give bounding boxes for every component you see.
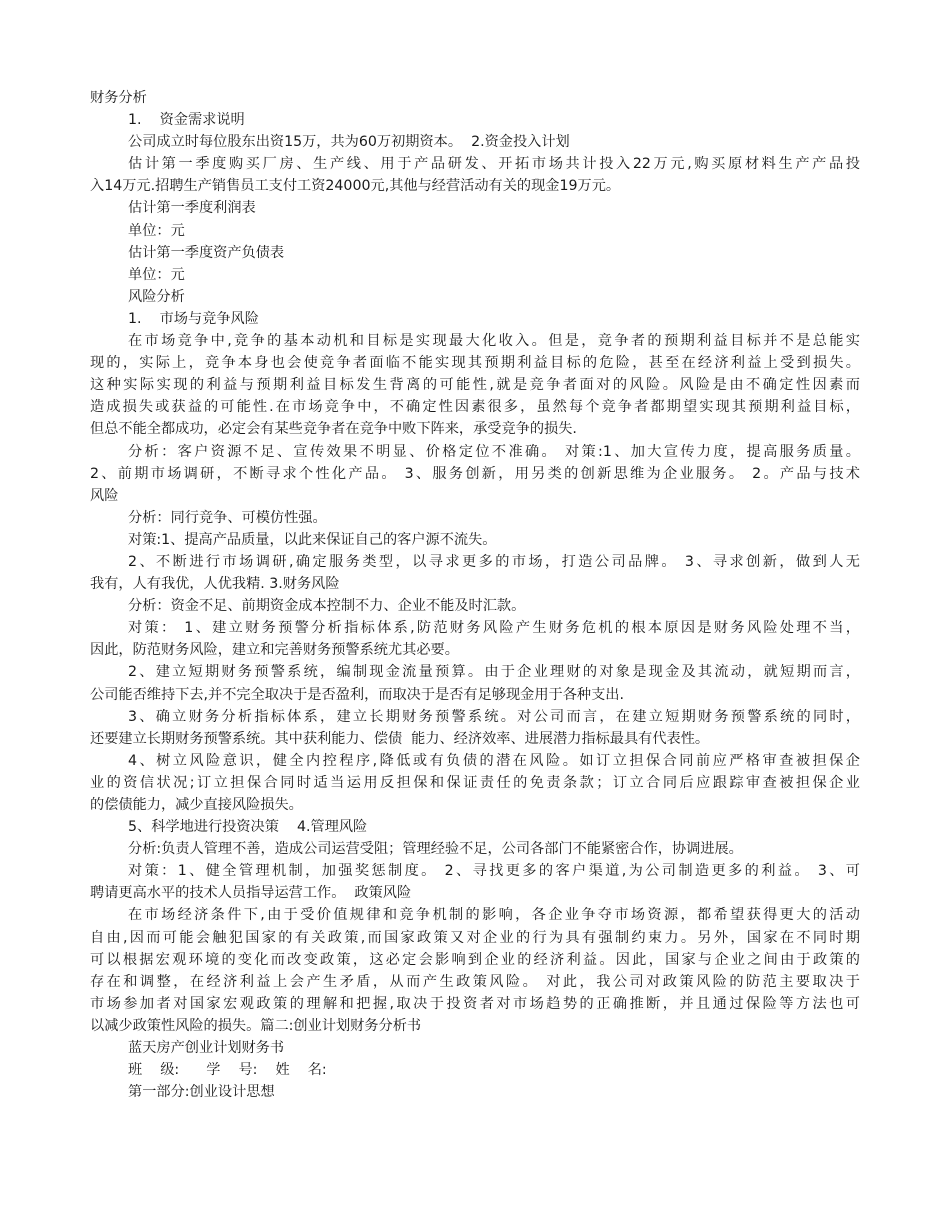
paragraph-line: 2、不断进行市场调研,确定服务类型，以寻求更多的市场，打造公司品牌。 3、寻求创新，做到人无 bbox=[128, 553, 860, 570]
paragraph-line: 2、前期市场调研，不断寻求个性化产品。 3、服务创新，用另类的创新思维为企业服务。 2。产品与技术 bbox=[90, 465, 860, 482]
paragraph-line: 5、科学地进行投资决策 4.管理风险 bbox=[128, 819, 368, 836]
paragraph-line: 自由,因而可能会触犯国家的有关政策,而国家政策又对企业的行为具有强制约束力。另外，国家在不同时期 bbox=[90, 929, 860, 946]
paragraph-line: 我有，人有我优，人优我精. 3.财务风险 bbox=[90, 576, 340, 593]
paragraph-line: 还要建立长期财务预警系统。其中获利能力、偿债 能力、经济效率、进展潜力指标最具有代表性。 bbox=[90, 730, 710, 747]
subsection-heading: 1. 资金需求说明 bbox=[128, 112, 245, 129]
section-heading: 财务分析 bbox=[90, 90, 147, 106]
paragraph-line: 分析：资金不足、前期资金成本控制不力、企业不能及时汇款。 bbox=[128, 598, 526, 615]
paragraph-line: 在市场经济条件下,由于受价值规律和竞争机制的影响，各企业争夺市场资源，都希望获得更大的活动 bbox=[128, 907, 860, 924]
document-subtitle: 蓝天房产创业计划财务书 bbox=[128, 1040, 285, 1057]
paragraph-line: 以减少政策性风险的损失。篇二:创业计划财务分析书 bbox=[90, 1017, 422, 1034]
table-caption: 估计第一季度资产负债表 bbox=[128, 244, 285, 261]
paragraph-line: 现的，实际上，竞争本身也会使竞争者面临不能实现其预期利益目标的危险，甚至在经济利益上受到损失。 bbox=[90, 355, 860, 372]
paragraph-line: 对策：1、健全管理机制，加强奖惩制度。 2、寻找更多的客户渠道,为公司制造更多的利益。 3、可 bbox=[128, 863, 860, 880]
paragraph-line: 分析：客户资源不足、宣传效果不明显、价格定位不准确。 对策:1、加大宣传力度，提高服务质量。 bbox=[128, 443, 860, 460]
paragraph-line: 但总不能全都成功，必定会有某些竞争者在竞争中败下阵来，承受竞争的损失. bbox=[90, 421, 577, 438]
paragraph-line: 对策:1、提高产品质量，以此来保证自己的客户源不流失。 bbox=[128, 531, 497, 548]
paragraph-line: 分析：同行竞争、可模仿性强。 bbox=[128, 509, 327, 526]
paragraph-line: 在市场竞争中,竞争的基本动机和目标是实现最大化收入。但是，竞争者的预期利益目标并不是总能实 bbox=[128, 333, 860, 350]
paragraph-line: 造成损失或获益的可能性.在市场竞争中，不确定性因素很多，虽然每个竞争者都期望实现其预期利益目标， bbox=[90, 399, 860, 416]
paragraph-line: 公司成立时每位股东出资15万，共为60万初期资本。 2.资金投入计划 bbox=[128, 134, 570, 151]
paragraph-line: 3、确立财务分析指标体系，建立长期财务预警系统。对公司而言，在建立短期财务预警系统的同时， bbox=[128, 708, 860, 725]
document-body bbox=[90, 87, 860, 1103]
paragraph-line: 4、树立风险意识，健全内控程序,降低或有负债的潜在风险。如订立担保合同前应严格审查被担保企 bbox=[128, 752, 860, 769]
paragraph-line: 2、建立短期财务预警系统，编制现金流量预算。由于企业理财的对象是现金及其流动，就短期而言， bbox=[128, 664, 860, 681]
paragraph-line: 对策： 1、建立财务预警分析指标体系,防范财务风险产生财务危机的根本原因是财务风险处理不当， bbox=[128, 620, 860, 637]
section-heading: 风险分析 bbox=[128, 288, 185, 305]
paragraph-line: 业的资信状况;订立担保合同时适当运用反担保和保证责任的免责条款；订立合同后应跟踪审查被担保企业 bbox=[90, 774, 860, 791]
paragraph-line: 这种实际实现的利益与预期利益目标发生背离的可能性,就是竞争者面对的风险。风险是由不确定性因素而 bbox=[90, 377, 860, 394]
paragraph-line: 存在和调整，在经济利益上会产生矛盾，从而产生政策风险。 对此，我公司对政策风险的防范主要取决于 bbox=[90, 973, 860, 990]
section-heading: 第一部分:创业设计思想 bbox=[128, 1084, 275, 1101]
student-info-line: 班 级: 学 号: 姓 名: bbox=[128, 1062, 327, 1079]
paragraph-line: 估计第一季度购买厂房、生产线、用于产品研发、开拓市场共计投入22万元,购买原材料生产产品投 bbox=[128, 156, 860, 173]
paragraph-line: 可以根据宏观环境的变化而改变政策，这必定会影响到企业的经济利益。因此，国家与企业之间由于政策的 bbox=[90, 951, 860, 968]
paragraph-line: 聘请更高水平的技术人员指导运营工作。 政策风险 bbox=[90, 885, 412, 902]
paragraph-line: 市场参加者对国家宏观政策的理解和把握,取决于投资者对市场趋势的正确推断，并且通过保险等方法也可 bbox=[90, 995, 860, 1012]
paragraph-line: 公司能否维持下去,并不完全取决于是否盈利，而取决于是否有足够现金用于各种支出. bbox=[90, 686, 624, 703]
paragraph-line: 风险 bbox=[90, 487, 119, 504]
unit-label: 单位：元 bbox=[128, 266, 185, 283]
unit-label: 单位：元 bbox=[128, 222, 185, 239]
subsection-heading: 1. 市场与竞争风险 bbox=[128, 310, 259, 327]
paragraph-line: 的偿债能力，减少直接风险损失。 bbox=[90, 797, 303, 813]
table-caption: 估计第一季度利润表 bbox=[128, 200, 256, 217]
paragraph-line: 入14万元.招聘生产销售员工支付工资24000元,其他与经营活动有关的现金19万元。 bbox=[90, 178, 621, 195]
paragraph-line: 分析:负责人管理不善，造成公司运营受阻；管理经验不足，公司各部门不能紧密合作，协调进展。 bbox=[128, 841, 743, 858]
paragraph-line: 因此，防范财务风险，建立和完善财务预警系统尤其必要。 bbox=[90, 642, 459, 659]
